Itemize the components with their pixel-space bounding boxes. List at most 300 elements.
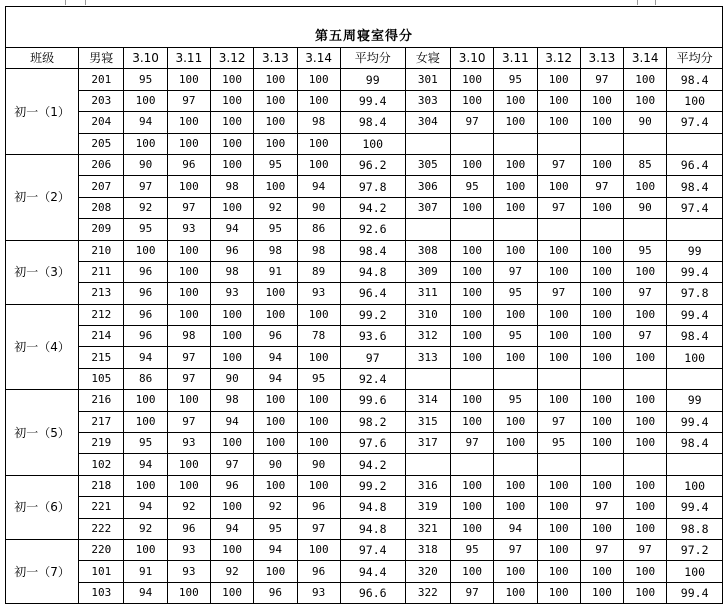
female-dorm-cell: 305 bbox=[405, 154, 450, 175]
score-cell: 97 bbox=[494, 539, 537, 560]
average-cell: 99 bbox=[340, 69, 405, 90]
male-dorm-cell: 218 bbox=[79, 475, 124, 496]
male-dorm-cell: 205 bbox=[79, 133, 124, 154]
female-dorm-cell: 309 bbox=[405, 261, 450, 282]
score-cell: 97 bbox=[624, 539, 667, 560]
score-cell: 93 bbox=[297, 283, 340, 304]
average-cell bbox=[667, 454, 723, 475]
average-cell: 97.4 bbox=[667, 197, 723, 218]
column-header: 班级 bbox=[6, 48, 79, 69]
score-cell: 100 bbox=[580, 304, 623, 325]
table-row bbox=[6, 582, 723, 603]
score-cell: 96 bbox=[124, 261, 167, 282]
female-dorm-cell: 315 bbox=[405, 411, 450, 432]
score-cell: 93 bbox=[297, 582, 340, 603]
average-cell: 94.2 bbox=[340, 454, 405, 475]
score-cell: 100 bbox=[494, 347, 537, 368]
score-cell: 98 bbox=[210, 261, 253, 282]
score-cell: 100 bbox=[624, 433, 667, 454]
male-dorm-cell: 222 bbox=[79, 518, 124, 539]
score-cell bbox=[494, 133, 537, 154]
score-cell: 100 bbox=[537, 326, 580, 347]
score-cell: 100 bbox=[297, 539, 340, 560]
score-cell: 100 bbox=[210, 497, 253, 518]
average-cell: 98.4 bbox=[667, 433, 723, 454]
score-cell: 100 bbox=[624, 582, 667, 603]
score-cell bbox=[450, 368, 493, 389]
table-row bbox=[6, 69, 723, 90]
average-cell: 97.4 bbox=[667, 112, 723, 133]
score-cell: 100 bbox=[450, 283, 493, 304]
male-dorm-cell: 210 bbox=[79, 240, 124, 261]
score-cell: 91 bbox=[124, 561, 167, 582]
score-cell: 100 bbox=[167, 112, 210, 133]
score-cell: 100 bbox=[494, 561, 537, 582]
table-row bbox=[6, 347, 723, 368]
average-cell bbox=[667, 133, 723, 154]
score-cell: 94 bbox=[254, 368, 297, 389]
score-cell: 100 bbox=[580, 261, 623, 282]
score-cell: 94 bbox=[254, 539, 297, 560]
male-dorm-cell: 105 bbox=[79, 368, 124, 389]
average-cell: 100 bbox=[667, 90, 723, 111]
column-header: 男寝 bbox=[79, 48, 124, 69]
score-cell: 100 bbox=[624, 497, 667, 518]
score-cell: 96 bbox=[124, 304, 167, 325]
score-cell: 100 bbox=[210, 154, 253, 175]
average-cell: 99.4 bbox=[340, 90, 405, 111]
score-cell: 100 bbox=[450, 326, 493, 347]
male-dorm-cell: 101 bbox=[79, 561, 124, 582]
score-cell: 100 bbox=[494, 411, 537, 432]
score-cell: 100 bbox=[537, 518, 580, 539]
table-row bbox=[6, 433, 723, 454]
score-cell: 100 bbox=[494, 154, 537, 175]
class-name-cell: 初一（6） bbox=[6, 475, 79, 539]
score-cell: 100 bbox=[210, 90, 253, 111]
average-cell: 98.4 bbox=[340, 240, 405, 261]
table-row bbox=[6, 561, 723, 582]
score-cell bbox=[450, 133, 493, 154]
score-cell: 100 bbox=[537, 390, 580, 411]
score-cell: 100 bbox=[624, 518, 667, 539]
score-cell: 100 bbox=[254, 69, 297, 90]
score-cell: 100 bbox=[297, 69, 340, 90]
score-cell: 97 bbox=[624, 326, 667, 347]
score-cell: 97 bbox=[297, 518, 340, 539]
score-cell: 98 bbox=[254, 240, 297, 261]
score-cell: 97 bbox=[580, 497, 623, 518]
class-name-cell: 初一（5） bbox=[6, 390, 79, 476]
score-cell bbox=[580, 133, 623, 154]
female-dorm-cell: 304 bbox=[405, 112, 450, 133]
score-cell: 100 bbox=[167, 582, 210, 603]
score-cell: 100 bbox=[297, 433, 340, 454]
score-cell: 97 bbox=[537, 283, 580, 304]
male-dorm-cell: 211 bbox=[79, 261, 124, 282]
score-cell: 100 bbox=[210, 112, 253, 133]
score-cell: 96 bbox=[297, 561, 340, 582]
score-cell bbox=[450, 219, 493, 240]
male-dorm-cell: 212 bbox=[79, 304, 124, 325]
score-cell: 98 bbox=[210, 390, 253, 411]
score-cell: 94 bbox=[494, 518, 537, 539]
column-header: 平均分 bbox=[340, 48, 405, 69]
score-cell: 100 bbox=[124, 390, 167, 411]
average-cell: 99.4 bbox=[667, 497, 723, 518]
score-cell: 94 bbox=[210, 219, 253, 240]
score-cell: 97 bbox=[624, 283, 667, 304]
average-cell: 99.2 bbox=[340, 304, 405, 325]
average-cell: 94.8 bbox=[340, 518, 405, 539]
female-dorm-cell: 317 bbox=[405, 433, 450, 454]
score-cell: 78 bbox=[297, 326, 340, 347]
score-cell: 100 bbox=[537, 497, 580, 518]
score-cell: 97 bbox=[537, 154, 580, 175]
page-title: 第五周寝室得分 bbox=[314, 29, 413, 44]
average-cell: 98.4 bbox=[340, 112, 405, 133]
score-cell: 94 bbox=[124, 497, 167, 518]
female-dorm-cell: 311 bbox=[405, 283, 450, 304]
score-cell: 100 bbox=[210, 304, 253, 325]
score-cell: 95 bbox=[124, 69, 167, 90]
score-cell: 100 bbox=[624, 347, 667, 368]
class-name-cell: 初一（3） bbox=[6, 240, 79, 304]
score-cell: 100 bbox=[580, 197, 623, 218]
male-dorm-cell: 215 bbox=[79, 347, 124, 368]
score-cell: 100 bbox=[167, 261, 210, 282]
score-cell: 86 bbox=[124, 368, 167, 389]
score-cell: 97 bbox=[494, 261, 537, 282]
male-dorm-cell: 213 bbox=[79, 283, 124, 304]
score-cell bbox=[624, 454, 667, 475]
female-dorm-cell bbox=[405, 133, 450, 154]
score-cell: 100 bbox=[494, 304, 537, 325]
score-cell: 100 bbox=[254, 283, 297, 304]
average-cell: 99.2 bbox=[340, 475, 405, 496]
score-cell: 100 bbox=[124, 90, 167, 111]
table-row bbox=[6, 133, 723, 154]
average-cell: 99.4 bbox=[667, 582, 723, 603]
female-dorm-cell: 318 bbox=[405, 539, 450, 560]
average-cell: 99.4 bbox=[667, 304, 723, 325]
table-row bbox=[6, 475, 723, 496]
score-cell: 100 bbox=[210, 433, 253, 454]
score-cell: 92 bbox=[124, 518, 167, 539]
male-dorm-cell: 220 bbox=[79, 539, 124, 560]
score-cell: 100 bbox=[297, 304, 340, 325]
average-cell: 92.4 bbox=[340, 368, 405, 389]
score-cell: 94 bbox=[210, 518, 253, 539]
score-cell: 95 bbox=[494, 390, 537, 411]
score-cell: 90 bbox=[624, 197, 667, 218]
average-cell: 97.2 bbox=[667, 539, 723, 560]
column-header: 3.13 bbox=[580, 48, 623, 69]
score-cell: 94 bbox=[124, 454, 167, 475]
female-dorm-cell: 320 bbox=[405, 561, 450, 582]
male-dorm-cell: 219 bbox=[79, 433, 124, 454]
score-cell: 96 bbox=[254, 582, 297, 603]
score-cell bbox=[580, 219, 623, 240]
score-cell: 100 bbox=[580, 561, 623, 582]
score-cell: 100 bbox=[297, 154, 340, 175]
score-cell: 100 bbox=[580, 154, 623, 175]
score-cell: 100 bbox=[537, 475, 580, 496]
score-cell: 95 bbox=[124, 433, 167, 454]
score-cell bbox=[580, 454, 623, 475]
score-cell: 100 bbox=[210, 133, 253, 154]
score-cell: 93 bbox=[167, 539, 210, 560]
table-row bbox=[6, 454, 723, 475]
score-cell: 90 bbox=[124, 154, 167, 175]
score-cell: 100 bbox=[580, 112, 623, 133]
score-cell: 95 bbox=[254, 518, 297, 539]
score-cell bbox=[537, 219, 580, 240]
score-cell: 100 bbox=[450, 497, 493, 518]
average-cell: 97.6 bbox=[340, 433, 405, 454]
score-cell: 93 bbox=[167, 219, 210, 240]
score-cell: 100 bbox=[124, 475, 167, 496]
score-cell: 100 bbox=[297, 90, 340, 111]
score-cell: 96 bbox=[167, 518, 210, 539]
score-cell: 93 bbox=[167, 561, 210, 582]
table-row bbox=[6, 112, 723, 133]
score-cell: 100 bbox=[450, 390, 493, 411]
score-cell bbox=[624, 368, 667, 389]
score-cell: 100 bbox=[624, 475, 667, 496]
score-cell bbox=[537, 368, 580, 389]
score-cell: 100 bbox=[167, 240, 210, 261]
score-cell: 100 bbox=[450, 518, 493, 539]
score-cell: 100 bbox=[624, 304, 667, 325]
score-cell: 94 bbox=[124, 112, 167, 133]
score-cell: 91 bbox=[254, 261, 297, 282]
score-cell: 100 bbox=[624, 69, 667, 90]
score-cell: 100 bbox=[624, 390, 667, 411]
score-cell: 100 bbox=[297, 411, 340, 432]
score-cell: 100 bbox=[210, 326, 253, 347]
score-cell: 90 bbox=[624, 112, 667, 133]
score-cell: 100 bbox=[494, 433, 537, 454]
score-cell: 97 bbox=[167, 368, 210, 389]
score-cell: 100 bbox=[580, 582, 623, 603]
score-cell: 100 bbox=[167, 283, 210, 304]
score-cell: 97 bbox=[580, 539, 623, 560]
score-cell: 98 bbox=[167, 326, 210, 347]
male-dorm-cell: 214 bbox=[79, 326, 124, 347]
score-cell: 100 bbox=[167, 390, 210, 411]
female-dorm-cell: 322 bbox=[405, 582, 450, 603]
average-cell: 99 bbox=[667, 390, 723, 411]
score-cell: 96 bbox=[124, 283, 167, 304]
score-cell: 92 bbox=[254, 197, 297, 218]
male-dorm-cell: 206 bbox=[79, 154, 124, 175]
average-cell: 97.4 bbox=[340, 539, 405, 560]
average-cell: 99.4 bbox=[667, 261, 723, 282]
score-cell: 95 bbox=[450, 176, 493, 197]
score-cell: 92 bbox=[167, 497, 210, 518]
score-cell: 92 bbox=[124, 197, 167, 218]
score-cell: 96 bbox=[254, 326, 297, 347]
average-cell: 96.2 bbox=[340, 154, 405, 175]
male-dorm-cell: 208 bbox=[79, 197, 124, 218]
score-cell: 100 bbox=[537, 582, 580, 603]
score-cell: 96 bbox=[167, 154, 210, 175]
score-cell: 100 bbox=[580, 347, 623, 368]
score-cell: 100 bbox=[254, 90, 297, 111]
score-cell: 100 bbox=[167, 454, 210, 475]
score-cell: 95 bbox=[124, 219, 167, 240]
score-cell: 100 bbox=[537, 240, 580, 261]
score-cell: 100 bbox=[210, 69, 253, 90]
score-cell: 100 bbox=[167, 69, 210, 90]
score-cell: 95 bbox=[297, 368, 340, 389]
score-cell: 100 bbox=[450, 261, 493, 282]
average-cell: 99 bbox=[667, 240, 723, 261]
average-cell: 93.6 bbox=[340, 326, 405, 347]
male-dorm-cell: 201 bbox=[79, 69, 124, 90]
table-row bbox=[6, 390, 723, 411]
average-cell bbox=[667, 368, 723, 389]
score-cell bbox=[624, 219, 667, 240]
female-dorm-cell: 321 bbox=[405, 518, 450, 539]
score-cell: 100 bbox=[297, 347, 340, 368]
score-cell: 100 bbox=[537, 90, 580, 111]
average-cell: 98.2 bbox=[340, 411, 405, 432]
score-cell: 100 bbox=[167, 176, 210, 197]
column-header: 3.14 bbox=[624, 48, 667, 69]
male-dorm-cell: 207 bbox=[79, 176, 124, 197]
male-dorm-cell: 204 bbox=[79, 112, 124, 133]
average-cell: 98.4 bbox=[667, 326, 723, 347]
score-cell: 100 bbox=[450, 561, 493, 582]
table-row bbox=[6, 283, 723, 304]
score-cell: 100 bbox=[450, 69, 493, 90]
score-cell: 100 bbox=[537, 69, 580, 90]
male-dorm-cell: 221 bbox=[79, 497, 124, 518]
column-header: 3.12 bbox=[210, 48, 253, 69]
female-dorm-cell: 310 bbox=[405, 304, 450, 325]
female-dorm-cell: 306 bbox=[405, 176, 450, 197]
table-row bbox=[6, 197, 723, 218]
score-cell: 94 bbox=[210, 411, 253, 432]
column-header: 3.10 bbox=[450, 48, 493, 69]
score-cell: 100 bbox=[254, 112, 297, 133]
score-cell: 97 bbox=[450, 433, 493, 454]
score-cell: 94 bbox=[254, 347, 297, 368]
score-cell: 100 bbox=[624, 90, 667, 111]
score-cell: 96 bbox=[210, 475, 253, 496]
score-cell: 100 bbox=[494, 497, 537, 518]
column-header: 3.14 bbox=[297, 48, 340, 69]
score-cell: 93 bbox=[210, 283, 253, 304]
average-cell: 100 bbox=[667, 561, 723, 582]
score-cell: 100 bbox=[580, 240, 623, 261]
score-cell: 94 bbox=[297, 176, 340, 197]
average-cell: 96.4 bbox=[667, 154, 723, 175]
score-cell: 92 bbox=[254, 497, 297, 518]
average-cell: 94.8 bbox=[340, 261, 405, 282]
score-cell: 90 bbox=[297, 197, 340, 218]
column-header: 平均分 bbox=[667, 48, 723, 69]
score-cell: 86 bbox=[297, 219, 340, 240]
score-cell: 100 bbox=[494, 582, 537, 603]
score-cell: 97 bbox=[580, 176, 623, 197]
score-cell: 100 bbox=[450, 304, 493, 325]
score-cell: 100 bbox=[167, 475, 210, 496]
average-cell: 99.4 bbox=[667, 411, 723, 432]
score-cell bbox=[494, 219, 537, 240]
female-dorm-cell bbox=[405, 368, 450, 389]
score-cell: 100 bbox=[494, 475, 537, 496]
score-cell: 100 bbox=[254, 133, 297, 154]
table-row bbox=[6, 539, 723, 560]
score-cell bbox=[624, 133, 667, 154]
female-dorm-cell: 313 bbox=[405, 347, 450, 368]
score-cell: 94 bbox=[124, 347, 167, 368]
score-cell: 95 bbox=[254, 219, 297, 240]
score-cell: 95 bbox=[450, 539, 493, 560]
score-cell: 100 bbox=[210, 582, 253, 603]
average-cell bbox=[667, 219, 723, 240]
score-cell: 97 bbox=[167, 90, 210, 111]
score-cell: 100 bbox=[124, 133, 167, 154]
average-cell: 97.8 bbox=[667, 283, 723, 304]
table-row bbox=[6, 368, 723, 389]
score-cell: 100 bbox=[624, 411, 667, 432]
header-row bbox=[6, 48, 723, 69]
class-name-cell: 初一（7） bbox=[6, 539, 79, 603]
score-cell: 100 bbox=[167, 304, 210, 325]
score-cell: 97 bbox=[450, 582, 493, 603]
score-cell: 100 bbox=[580, 433, 623, 454]
score-cell: 98 bbox=[210, 176, 253, 197]
table-row bbox=[6, 154, 723, 175]
table-row bbox=[6, 518, 723, 539]
column-header: 3.13 bbox=[254, 48, 297, 69]
score-cell: 97 bbox=[167, 197, 210, 218]
table-row bbox=[6, 497, 723, 518]
table-row bbox=[6, 326, 723, 347]
female-dorm-cell bbox=[405, 454, 450, 475]
title-cell bbox=[5, 6, 723, 47]
score-cell bbox=[494, 454, 537, 475]
female-dorm-cell bbox=[405, 219, 450, 240]
table-row bbox=[6, 304, 723, 325]
score-cell: 100 bbox=[254, 176, 297, 197]
score-cell: 95 bbox=[624, 240, 667, 261]
female-dorm-cell: 307 bbox=[405, 197, 450, 218]
average-cell: 100 bbox=[667, 347, 723, 368]
average-cell: 98.4 bbox=[667, 69, 723, 90]
score-cell: 96 bbox=[210, 240, 253, 261]
score-cell: 95 bbox=[537, 433, 580, 454]
average-cell: 100 bbox=[667, 475, 723, 496]
score-cell: 97 bbox=[537, 197, 580, 218]
score-cell: 100 bbox=[624, 176, 667, 197]
score-sheet bbox=[5, 0, 723, 611]
score-cell: 100 bbox=[297, 390, 340, 411]
male-dorm-cell: 217 bbox=[79, 411, 124, 432]
score-cell: 100 bbox=[254, 411, 297, 432]
score-cell: 100 bbox=[210, 347, 253, 368]
score-cell: 97 bbox=[167, 347, 210, 368]
score-cell: 100 bbox=[537, 112, 580, 133]
score-cell: 100 bbox=[450, 411, 493, 432]
score-cell: 100 bbox=[254, 304, 297, 325]
female-dorm-cell: 301 bbox=[405, 69, 450, 90]
score-cell: 95 bbox=[494, 326, 537, 347]
